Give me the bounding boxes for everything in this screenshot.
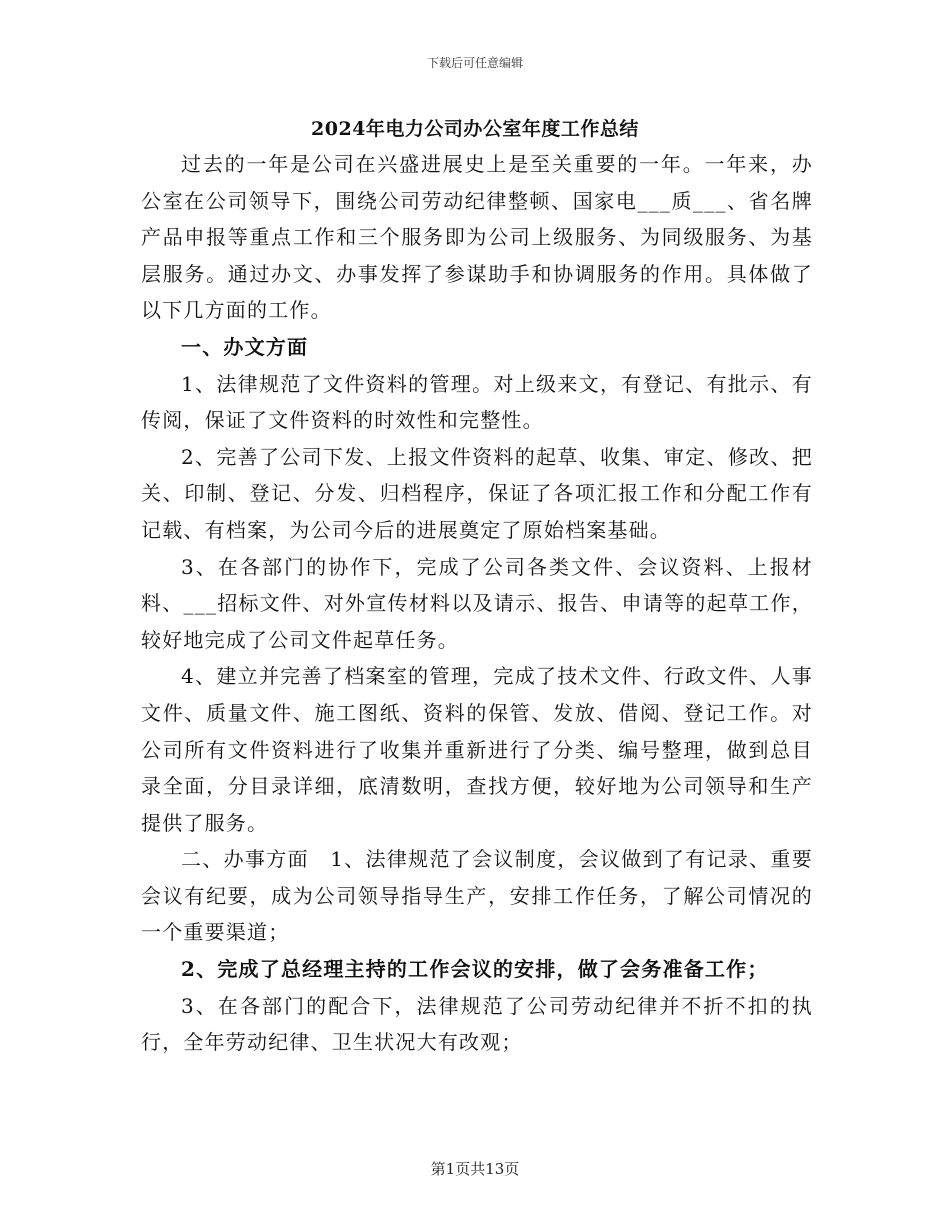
- section-heading-documents: 一、办文方面: [181, 334, 309, 359]
- paragraph-item-4: 4、建立并完善了档案室的管理，完成了技术文件、行政文件、人事文件、质量文件、施工图纸、资料的保管、发放、借阅、登记工作。对公司所有文件资料进行了收集并重新进行了分类、编号整理，做到总目录全面，分目录详细，底清数明，查找方便，较好地为公司领导和生产提供了服务。: [141, 664, 813, 835]
- header-note: 下载后可任意编辑: [426, 56, 523, 70]
- paragraph-item-3: 3、在各部门的协作下，完成了公司各类文件、会议资料、上报材料、___招标文件、对外宣传材料以及请示、报告、申请等的起草工作，较好地完成了公司文件起草任务。: [141, 554, 813, 652]
- paragraph-item-1: 1、法律规范了文件资料的管理。对上级来文，有登记、有批示、有传阅，保证了文件资料的时效性和完整性。: [141, 371, 813, 433]
- document-body: [141, 146, 813, 1061]
- intro-paragraph: 过去的一年是公司在兴盛进展史上是至关重要的一年。一年来，办公室在公司领导下，围绕公司劳动纪律整顿、国家电___质___、省名牌产品申报等重点工作和三个服务即为公司上级服务、为同级服务、为基层服务。通过办文、办事发挥了参谋助手和协调服务的作用。具体做了以下几方面的工作。: [141, 152, 813, 323]
- paragraph-affairs-item-3: 3、在各部门的配合下，法律规范了公司劳动纪律并不折不扣的执行，全年劳动纪律、卫生状况大有改观；: [141, 993, 813, 1055]
- section-affairs-paragraph: 二、办事方面 1、法律规范了会议制度，会议做到了有记录、重要会议有纪要，成为公司领导指导生产，安排工作任务，了解公司情况的一个重要渠道；: [141, 847, 813, 945]
- document-title: 2024年电力公司办公室年度工作总结: [311, 118, 639, 140]
- paragraph-item-2: 2、完善了公司下发、上报文件资料的起草、收集、审定、修改、把关、印制、登记、分发、归档程序，保证了各项汇报工作和分配工作有记载、有档案，为公司今后的进展奠定了原始档案基础。: [141, 444, 813, 542]
- page-number: 第1页共13页: [430, 1160, 520, 1178]
- paragraph-affairs-item-2: 2、完成了总经理主持的工作会议的安排，做了会务准备工作；: [181, 957, 769, 982]
